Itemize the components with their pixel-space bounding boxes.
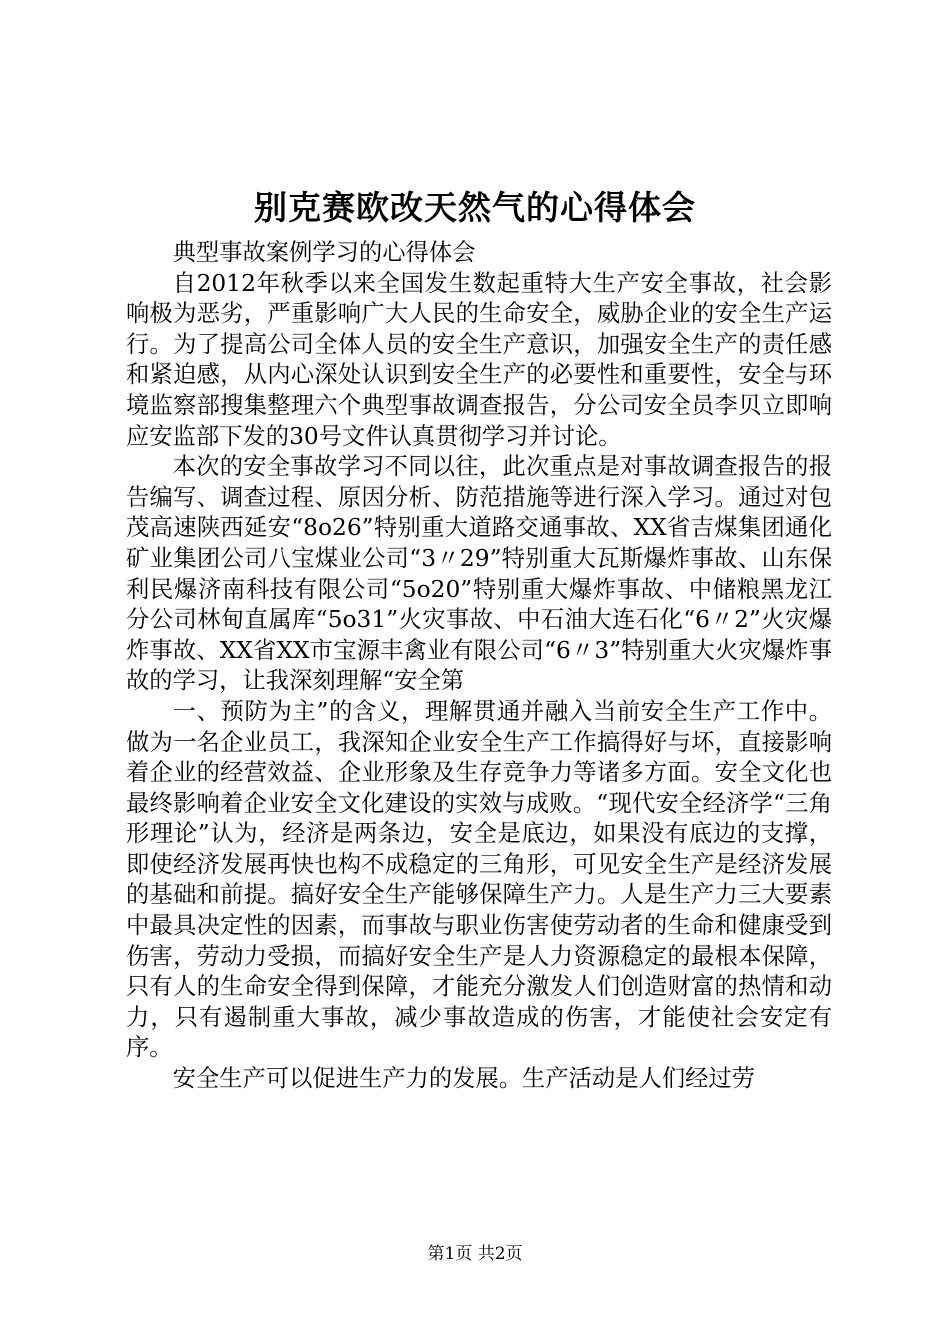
paragraph: 安全生产可以促进生产力的发展。生产活动是人们经过劳: [172, 1065, 756, 1093]
page-number-footer: 第1页 共2页: [427, 1244, 523, 1264]
paragraph: 自2012年秋季以来全国发生数起重特大生产安全事故，社会影响极为恶劣，严重影响广大人民的生命安全，威胁企业的安全生产运行。为了提高公司全体人员的安全生产意识，加强安全生产的责任感和紧迫感，从内心深处认识到安全生产的必要性和重要性，安全与环境监察部搜集整理六个典型事故调查报告，分公司安全员李贝立即响应安监部下发的30号文件认真贯彻学习并讨论。: [126, 269, 832, 450]
paragraph-subtitle: 典型事故案例学习的心得体会: [172, 239, 476, 266]
paragraph: 一、预防为主”的含义，理解贯通并融入当前安全生产工作中。做为一名企业员工，我深知企业安全生产工作搞得好与坏，直接影响着企业的经营效益、企业形象及生存竞争力等诸多方面。安全文化也最终影响着企业安全文化建设的实效与成败。“现代安全经济学“三角形理论”认为，经济是两条边，安全是底边，如果没有底边的支撑，即使经济发展再快也构不成稳定的三角形，可见安全生产是经济发展的基础和前提。搞好安全生产能够保障生产力。人是生产力三大要素中最具决定性的因素，而事故与职业伤害使劳动者的生命和健康受到伤害，劳动力受损，而搞好安全生产是人力资源稳定的最根本保障，只有人的生命安全得到保障，才能充分激发人们创造财富的热情和动力，只有遏制重大事故，减少事故造成的伤害，才能使社会安定有序。: [126, 697, 832, 1062]
paragraph: 本次的安全事故学习不同以往，此次重点是对事故调查报告的报告编写、调查过程、原因分析、防范措施等进行深入学习。通过对包茂高速陕西延安“8o26”特别重大道路交通事故、XX省吉煤集团通化矿业集团公司八宝煤业公司“3〃29”特别重大瓦斯爆炸事故、山东保利民爆济南科技有限公司“5o20”特别重大爆炸事故、中储粮黑龙江分公司林甸直属库“5o31”火灾事故、中石油大连石化“6〃2”火灾爆炸事故、XX省XX市宝源丰禽业有限公司“6〃3”特别重大火灾爆炸事故的学习，让我深刻理解“安全第: [126, 453, 832, 695]
page-title: 别克赛欧改天然气的心得体会: [254, 188, 696, 227]
document-body: [126, 238, 832, 1095]
